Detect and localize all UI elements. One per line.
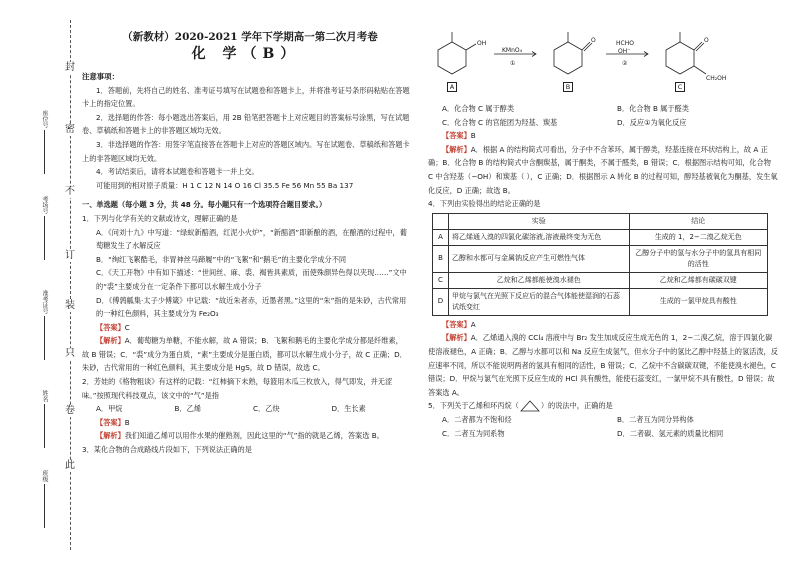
conclusion-cell: 乙烷和乙烯都有碳碳双键	[629, 272, 767, 288]
ch2oh-label: CH₂OH	[706, 75, 727, 82]
option-c: C．乙炔	[253, 404, 280, 414]
option-d: D．反应①为氧化反应	[617, 117, 687, 127]
row-label: B	[433, 245, 449, 272]
explanation-label: 【解析】	[442, 144, 471, 154]
field-label: 考场号	[41, 196, 48, 214]
table-header-row	[433, 213, 768, 229]
stem-post: ）的说法中，正确的是	[540, 401, 613, 411]
option-row	[428, 413, 778, 427]
note-item: 3．非选择题的作答：用签字笔直接答在答题卡上对应的答题区域内。写在试题卷、草稿纸和答题卡上的非答题区域均无效。	[82, 139, 410, 163]
notes-heading: 注意事项：	[82, 72, 119, 81]
field-label: 班级	[41, 470, 48, 482]
compound-c-box: C	[675, 82, 685, 92]
experiment-cell: 乙烷和乙烯都能使溴水褪色	[449, 272, 630, 288]
experiment-table	[432, 213, 768, 316]
stem-pre: 5．下列关于乙烯和环丙烷（	[428, 401, 519, 411]
option-a: A．二者都为不饱和烃	[442, 414, 512, 424]
table-row	[433, 229, 768, 245]
seal-char: 封	[65, 62, 75, 73]
option-row	[428, 102, 778, 116]
seal-char: 此	[65, 460, 75, 471]
ring-a	[438, 42, 466, 74]
seal-char: 不	[65, 186, 75, 197]
oh-label: OH	[477, 40, 487, 47]
experiment-cell: 甲烷与氯气在光照下反应后的混合气体能使湿润的石蕊试纸变红	[449, 288, 630, 315]
explanation-label: 【解析】	[442, 333, 471, 343]
note-item: 4．考试结束后，请将本试题卷和答题卡一并上交。	[96, 167, 259, 177]
explanation-text: A．乙烯通入溴的 CCl₄ 溶液中与 Br₂ 发生加成反应生成无色的 1，2−二溴乙烷，溶于四氯化碳使溶液褪色，A 正确；B．乙醇与水都可以和 Na 反应生成氢气，但水分子中的氢比乙醇中羟基上的氢活泼，反应速率不同，所以不能说明两者的氢具有相同的活性，B 错误；C．乙烷中不含碳碳双键，不能使溴水褪色，C 错误；D．甲烷与氯气在光照下反应生成的 HCl 具有酸性，能使石蕊变红，一氯甲烷不具有酸性，D 错误；故答案选 A。	[428, 333, 778, 397]
explanation-text: A．根据 A 的结构简式可看出，分子中不含苯环，属于醇类，羟基连接在环状结构上，故 A 正确；B．化合物 B 的结构简式中含酮羰基，属于酮类，不属于醛类，B 错误；C．根据图示结构可知，化合物 C 中含羟基（−OH）和羰基（ ），C 正确；D．根据图示 A 转化 B 的过程可知，醇羟基被氧化为酮基，发生氧化反应，D 正确；故选 B。	[428, 144, 778, 195]
answer-line	[428, 318, 778, 332]
field-label: 座位号	[41, 110, 48, 128]
answer-value: A	[470, 319, 476, 329]
column-header-conclusion: 结论	[629, 213, 767, 229]
option-a: A．《问刘十九》中写道：“绿蚁新醅酒，红泥小火炉”，“新醅酒”即新酿的酒，在酿酒的过程中，葡萄糖发生了水解反应	[96, 227, 407, 251]
option-c: C．《天工开物》中有如下描述：“世间丝、麻、裘、褐皆具素质，而使殊颜异色得以夹现……”文中的“裘”主要成分在一定条件下都可以水解生成小分子	[96, 268, 407, 291]
carbonyl-o-label: O	[704, 37, 709, 44]
option-c: C．化合物 C 的官能团为羟基、羰基	[442, 117, 558, 127]
answer-line	[82, 416, 410, 430]
section-heading: 一、单选题（每小题 3 分，共 48 分。每小题只有一个选项符合题目要求。）	[82, 200, 327, 210]
answer-line	[82, 321, 410, 335]
option-c: C．二者互为同系物	[442, 428, 505, 438]
question-stem: 4．下列由实验得出的结论正确的是	[428, 199, 541, 209]
row-label: C	[433, 272, 449, 288]
ring-b	[554, 42, 582, 74]
column-header-experiment: 实验	[449, 213, 630, 229]
option-a: A．甲烷	[96, 404, 123, 414]
explanation-text: A．葡萄糖为单糖，不能水解，故 A 错误；B．飞絮和鹅毛的主要化学成分都是纤维素，故 B 错误；C．“裘”成分为蛋白质，“素”主要成分是蛋白质，都可以水解生成小分子，故 C 正确；D．朱砂，古代常用的一种红色颜料，其主要成分是 HgS，故 D 错误，故选 C。	[82, 336, 407, 373]
seal-char: 只	[65, 348, 75, 359]
option-b: B．乙烯	[174, 404, 201, 414]
step-1: ①	[510, 60, 516, 67]
answer-label: 【答案】	[96, 322, 125, 332]
conclusion-cell: 生成的 1，2−二溴乙烷无色	[629, 229, 767, 245]
explanation-line	[82, 334, 410, 375]
option-a: A．化合物 C 属于醇类	[442, 104, 515, 113]
reagent-1: KMnO₄	[502, 47, 523, 54]
binding-margin	[0, 0, 78, 561]
explanation-label: 【解析】	[96, 431, 125, 441]
right-column	[428, 28, 778, 440]
explanation-line	[428, 331, 778, 399]
seal-char: 订	[65, 250, 75, 261]
table-row	[433, 272, 768, 288]
exam-title: （新教材）2020-2021 学年下学期高一第二次月考卷	[122, 31, 378, 43]
explanation-text: 我们知道乙烯可以用作水果的催熟剂，因此这里的“气”指的就是乙烯，答案选 B。	[124, 431, 384, 441]
answer-label: 【答案】	[442, 131, 471, 141]
note-item: 1．答题前，先将自己的姓名、准考证号填写在试题卷和答题卡上，并将准考证号条形码粘贴在答题卡上的指定位置。	[82, 85, 410, 109]
option-row	[82, 402, 410, 416]
left-column	[82, 30, 410, 457]
ring-c	[666, 42, 694, 74]
explanation-line	[428, 143, 778, 197]
conclusion-cell: 生成的一氯甲烷具有酸性	[629, 288, 767, 315]
answer-label: 【答案】	[96, 417, 125, 427]
explanation-line	[82, 429, 410, 443]
question-stem: 1．下列与化学有关的文献或诗文，理解正确的是	[82, 213, 238, 223]
answer-line	[428, 129, 778, 143]
field-label: 准考证号	[41, 290, 48, 314]
explanation-label: 【解析】	[96, 336, 125, 346]
seal-char: 装	[65, 300, 75, 311]
note-item: 2．选择题的作答：每小题选出答案后，用 2B 铅笔把答题卡上对应题目的答案标号涂黑，写在试题卷、草稿纸和答题卡上的非答题区域均无效。	[82, 112, 410, 136]
row-label: D	[433, 288, 449, 315]
answer-value: B	[470, 131, 476, 141]
field-label: 姓名	[41, 390, 48, 402]
row-label: A	[433, 229, 449, 245]
reagent-2: HCHO	[616, 40, 634, 47]
compound-b-box: B	[563, 82, 573, 92]
name-field[interactable]	[40, 390, 49, 448]
option-b: B．“绚红飞絮酷毛，非胃神丝马蹄履”中的“飞絮”和“鹅毛”的主要化学成分不同	[96, 254, 347, 264]
atomic-mass-line: 可能用到的相对原子质量：H 1 C 12 N 14 O 16 Cl 35.5 Fe 56 Mn 55 Ba 137	[96, 180, 354, 190]
question-stem: 3．某化合物的合成路线片段如下，下列说法正确的是	[82, 445, 252, 455]
compound-a-box: A	[447, 82, 457, 92]
exam-subject: 化 学（B）	[191, 46, 301, 62]
option-b: B．化合物 B 属于醛类	[617, 104, 689, 113]
seal-char: 卷	[65, 405, 75, 416]
option-b: B．二者互为同分异构体	[617, 414, 694, 424]
table-row	[433, 288, 768, 315]
option-d: D．《傅鹑觚集·太子少傅箴》中记载：“故近朱者赤，近墨者黑。”这里的“朱”指的是朱砂，古代常用的一种红色颜料，其主要成分为 Fe₂O₃	[96, 295, 407, 319]
carbonyl-o-label: O	[591, 37, 596, 44]
exam-room-field[interactable]	[40, 196, 49, 260]
answer-value: B	[124, 417, 130, 427]
answer-label: 【答案】	[442, 319, 471, 329]
question-stem	[428, 399, 778, 413]
option-row	[428, 427, 778, 441]
reagent-2b: OH⁻	[618, 48, 631, 55]
conclusion-cell: 乙醇分子中的氢与水分子中的氢具有相同的活性	[629, 245, 767, 272]
class-field[interactable]	[40, 470, 49, 528]
option-d: D．生长素	[331, 404, 366, 414]
cyclopropane-structure	[519, 400, 541, 412]
admission-number-field[interactable]	[40, 290, 49, 360]
answer-value: C	[124, 322, 130, 332]
option-d: D．二者碳、氢元素的质量比相同	[617, 428, 724, 438]
synthesis-route-diagram	[428, 28, 778, 102]
table-row	[433, 245, 768, 272]
seat-number-field[interactable]	[40, 110, 49, 174]
question-stem: 2．芳娃的《格物粗谈》有这样的记载：“红柿摘下未熟，每篮用木瓜三枚放入，得气即发，并无涩味。”按照现代科技观点，该文中的“气”是指	[82, 377, 393, 400]
step-2: ②	[622, 60, 628, 67]
experiment-cell: 将乙烯通入溴的四氯化碳溶液,溶液最终变为无色	[449, 229, 630, 245]
experiment-cell: 乙醇和水都可与金属钠反应产生可燃性气体	[449, 245, 630, 272]
option-row	[428, 116, 778, 130]
seal-char: 密	[65, 124, 75, 135]
